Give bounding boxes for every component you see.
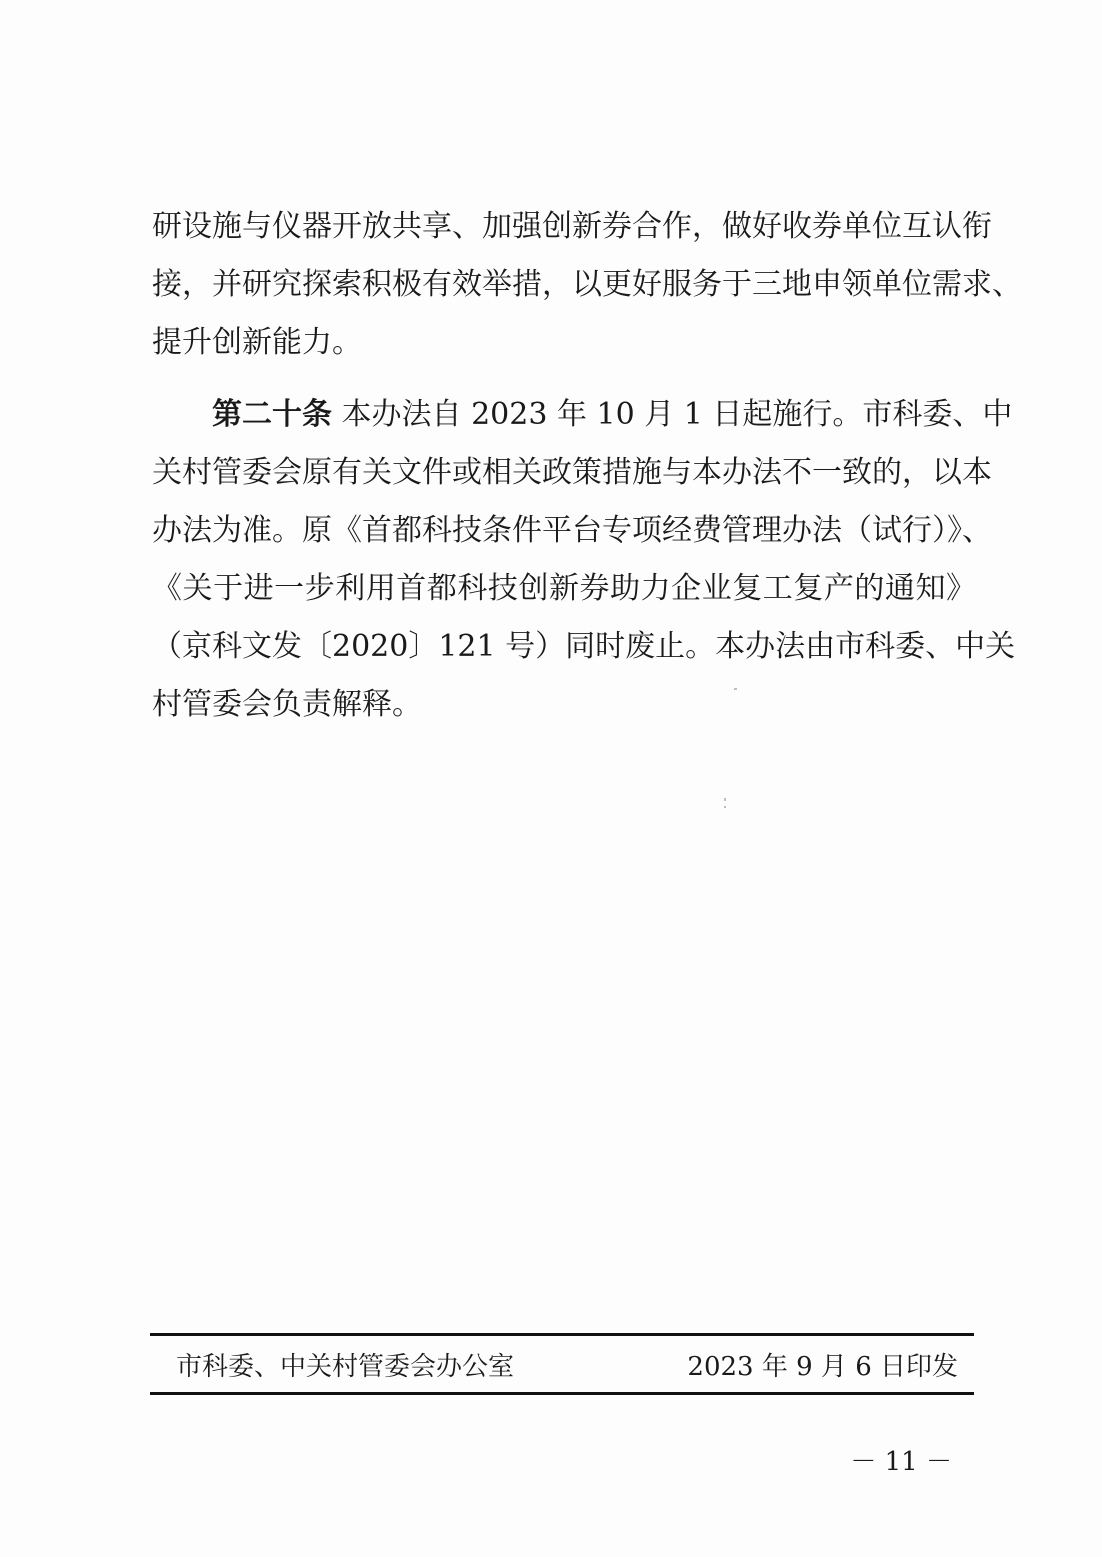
paragraph-line: 关村管委会原有关文件或相关政策措施与本办法不一致的，以本: [152, 455, 992, 490]
article-line: [152, 386, 1013, 444]
paragraph-line: 提升创新能力。: [152, 325, 362, 360]
footer-bottom-rule: [150, 1392, 974, 1395]
document-body: [152, 198, 1022, 734]
issuer: 市科委、中关村管委会办公室: [176, 1352, 515, 1382]
scan-speck: [734, 688, 737, 690]
page-number: － 11 －: [850, 1447, 952, 1477]
footer-top-rule: [150, 1333, 974, 1336]
article-text: 本办法自 2023 年 10 月 1 日起施行。市科委、中: [341, 397, 1013, 432]
paragraph-line: 研设施与仪器开放共享、加强创新券合作，做好收券单位互认衔: [152, 209, 992, 244]
paragraph-line: 办法为准。原《首都科技条件平台专项经费管理办法（试行）》、: [152, 513, 992, 548]
paragraph-line: （京科文发〔2020〕121 号）同时废止。本办法由市科委、中关: [152, 629, 1016, 664]
paragraph-line: 《关于进一步利用首都科技创新券助力企业复工复产的通知》: [152, 571, 976, 606]
article-label: 第二十条: [212, 397, 332, 432]
scan-speck: [724, 806, 726, 808]
print-date: 2023 年 9 月 6 日印发: [687, 1352, 958, 1382]
paragraph-line: 村管委会负责解释。: [152, 687, 422, 722]
scan-speck: [724, 798, 726, 801]
paragraph-line: 接，并研究探索积极有效举措，以更好服务于三地申领单位需求、: [152, 267, 1022, 302]
